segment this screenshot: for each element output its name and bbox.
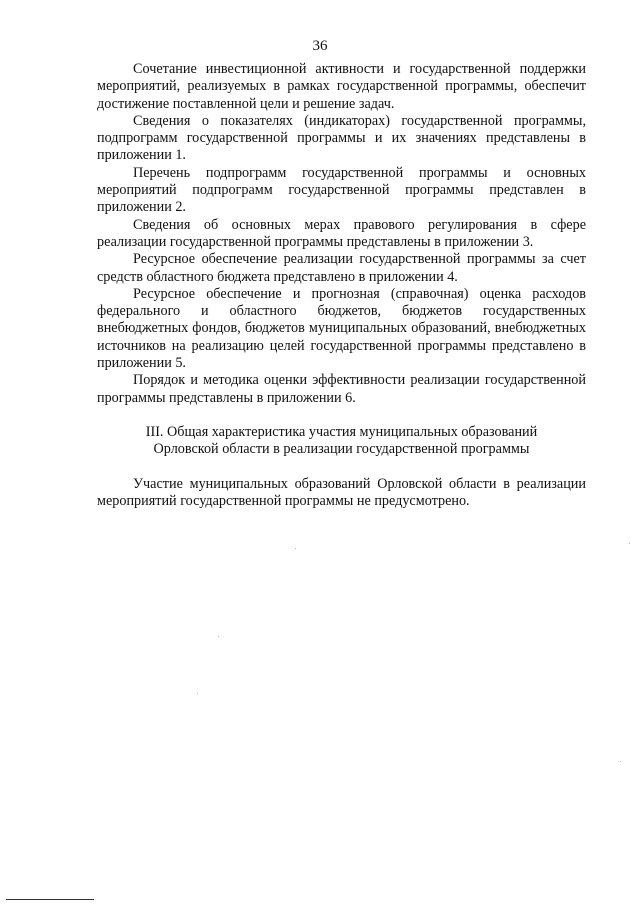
scan-speck [620,761,621,762]
paragraph-indicators: Сведения о показателях (индикаторах) государственной программы, подпрограмм государственной программы и их значениях представлены в приложении 1. [97,112,586,164]
paragraph-efficiency-method: Порядок и методика оценки эффективности реализации государственной программы представлены в приложении 6. [97,372,586,406]
paragraph-resource-forecast: Ресурсное обеспечение и прогнозная (справочная) оценка расходов федерального и областного бюджетов, бюджетов государственных внебюджетных фондов, бюджетов муниципальных образований, внебюджетных источников на реализацию целей государственной программы представлено в приложении 5. [97,285,586,372]
paragraph-legal-measures: Сведения об основных мерах правового регулирования в сфере реализации государственной программы представлены в приложении 3. [97,216,586,250]
scan-speck [295,548,296,549]
document-body [97,61,586,510]
section-heading [97,424,586,459]
paragraph-subprograms-list: Перечень подпрограмм государственной программы и основных мероприятий подпрограмм государственной программы представлен в приложении 2. [97,164,586,216]
paragraph-municipal-participation: Участие муниципальных образований Орловской области в реализации мероприятий государственной программы не предусмотрено. [97,475,586,509]
footnote-divider [6,899,94,900]
section-heading-line-1: III. Общая характеристика участия муниципальных образований [145,423,538,440]
page-number: 36 [312,38,328,54]
paragraph-investment: Сочетание инвестиционной активности и государственной поддержки мероприятий, реализуемых в рамках государственной программы, обеспечит достижение поставленной цели и решение задач. [97,61,586,112]
paragraph-regional-budget: Ресурсное обеспечение реализации государственной программы за счет средств областного бюджета представлено в приложении 4. [97,251,586,285]
scan-speck [629,543,630,544]
section-heading-line-2: Орловской области в реализации государственной программы [153,441,530,458]
scan-speck [197,693,198,694]
scan-speck [218,636,219,637]
